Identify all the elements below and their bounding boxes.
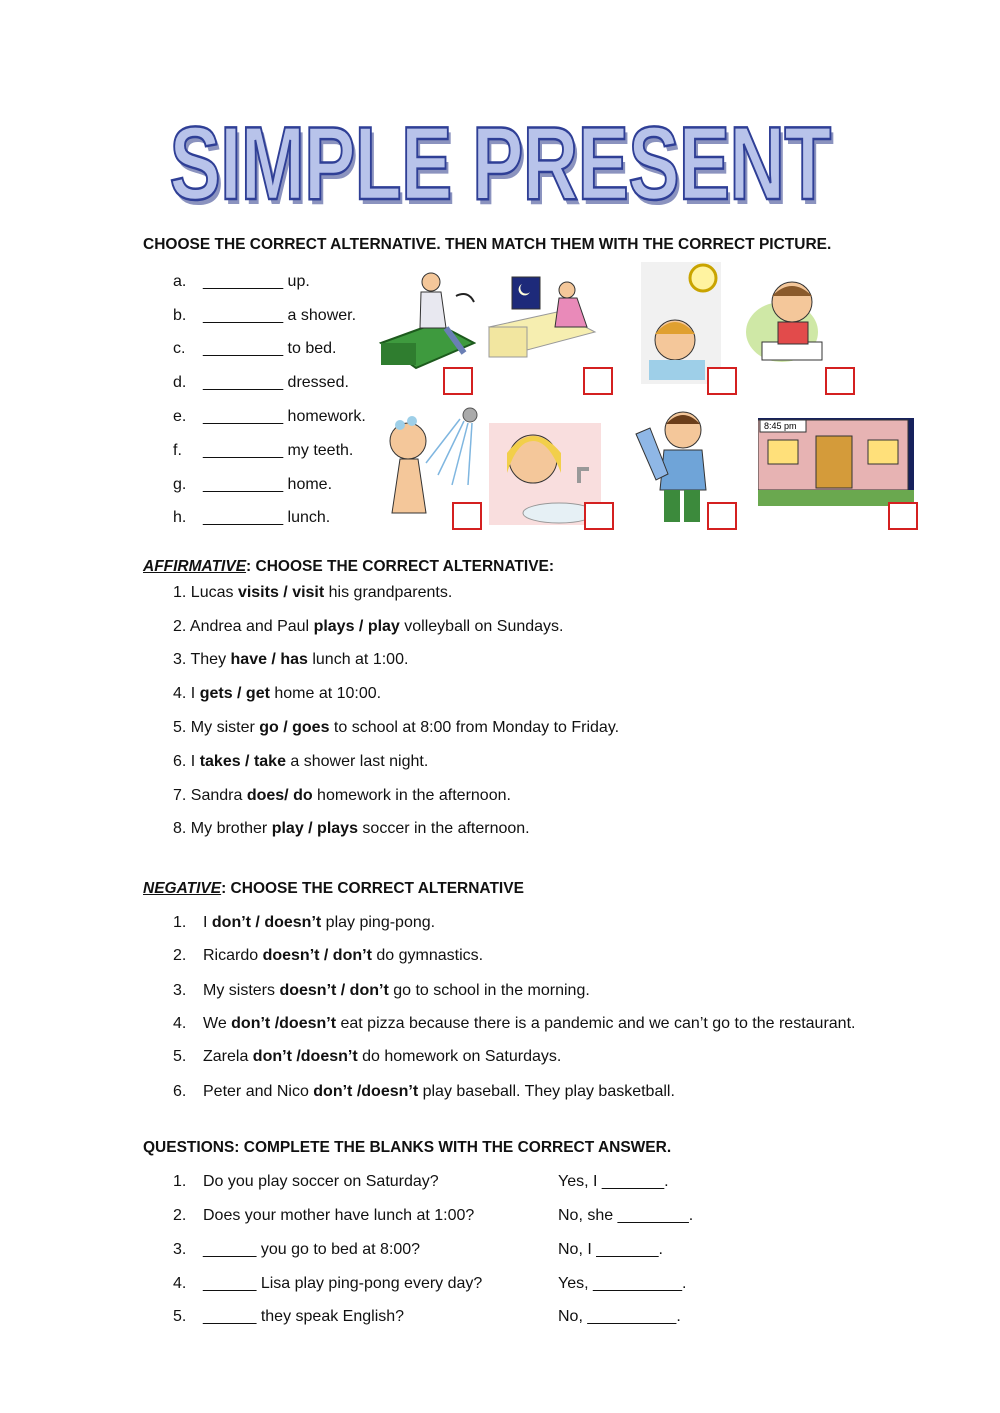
section1-heading: CHOOSE THE CORRECT ALTERNATIVE. THEN MATCH THEM WITH THE CORRECT PICTURE.	[143, 236, 832, 253]
option-choice[interactable]: play / plays	[271, 820, 358, 837]
match-checkbox-5[interactable]	[452, 502, 482, 530]
do-homework-picture	[742, 272, 837, 367]
item-number: 2.	[173, 1207, 187, 1224]
answer-blank[interactable]: _________	[203, 374, 284, 391]
item-number: 1.	[173, 1173, 187, 1190]
list-item: Peter and Nico don’t /doesn’t play baseball. They play basketball.	[203, 1083, 675, 1100]
negative-heading: NEGATIVE: CHOOSE THE CORRECT ALTERNATIVE	[143, 880, 524, 897]
list-item: 8. My brother play / plays soccer in the afternoon.	[173, 820, 530, 837]
list-item: I don’t / doesn’t play ping-pong.	[203, 914, 436, 931]
clock-time-label: 8:45 pm	[764, 421, 797, 431]
item-number: 5.	[173, 1048, 187, 1065]
item-number: 4.	[173, 1275, 187, 1292]
item-label: h.	[173, 509, 187, 526]
list-item: Zarela don’t /doesn’t do homework on Saturdays.	[203, 1048, 562, 1065]
item-number: 6.	[173, 1083, 187, 1100]
item-label: a.	[173, 273, 187, 290]
questions-heading: QUESTIONS: COMPLETE THE BLANKS WITH THE CORRECT ANSWER.	[143, 1139, 672, 1156]
item-text: up.	[287, 273, 310, 290]
list-item: 5. My sister go / goes to school at 8:00 from Monday to Friday.	[173, 719, 620, 736]
item-label: g.	[173, 476, 187, 493]
match-checkbox-8[interactable]	[888, 502, 918, 530]
item-text: lunch.	[287, 509, 331, 526]
item-text: home.	[287, 476, 333, 493]
item-text: to bed.	[287, 340, 337, 357]
match-checkbox-3[interactable]	[707, 367, 737, 395]
item-text: homework.	[287, 408, 366, 425]
item-number: 2.	[173, 947, 187, 964]
item-label: c.	[173, 340, 186, 357]
item-text: dressed.	[287, 374, 349, 391]
answer-blank[interactable]: _________	[203, 273, 284, 290]
question-text[interactable]: Do you play soccer on Saturday?	[203, 1173, 439, 1190]
list-item	[203, 340, 336, 358]
option-choice[interactable]: don’t / doesn’t	[211, 914, 322, 931]
answer-text[interactable]: Yes, __________.	[558, 1275, 687, 1292]
list-item: 7. Sandra does/ do homework in the afternoon.	[173, 787, 511, 804]
list-item	[203, 307, 356, 325]
list-item: We don’t /doesn’t eat pizza because there is a pandemic and we can’t go to the restaurant.	[203, 1015, 856, 1032]
item-number: 1.	[173, 914, 187, 931]
answer-blank[interactable]: _________	[203, 509, 284, 526]
match-checkbox-7[interactable]	[707, 502, 737, 530]
match-checkbox-4[interactable]	[825, 367, 855, 395]
match-checkbox-6[interactable]	[584, 502, 614, 530]
option-choice[interactable]: plays / play	[313, 618, 400, 635]
answer-blank[interactable]: _________	[203, 476, 284, 493]
list-item	[203, 442, 353, 460]
list-item: 6. I takes / take a shower last night.	[173, 753, 429, 770]
question-text[interactable]: ______ Lisa play ping-pong every day?	[203, 1275, 483, 1292]
option-choice[interactable]: don’t /doesn’t	[252, 1048, 358, 1065]
list-item	[203, 509, 330, 527]
option-choice[interactable]: don’t /doesn’t	[231, 1015, 337, 1032]
question-text[interactable]: Does your mother have lunch at 1:00?	[203, 1207, 475, 1224]
option-choice[interactable]: have / has	[230, 651, 308, 668]
list-item	[203, 374, 349, 392]
match-checkbox-2[interactable]	[583, 367, 613, 395]
item-number: 4.	[173, 1015, 187, 1032]
list-item: My sisters doesn’t / don’t go to school in the morning.	[203, 982, 590, 999]
get-up-picture	[376, 268, 476, 378]
answer-blank[interactable]: _________	[203, 442, 284, 459]
item-number: 3.	[173, 1241, 187, 1258]
match-checkbox-1[interactable]	[443, 367, 473, 395]
question-text[interactable]: ______ you go to bed at 8:00?	[203, 1241, 421, 1258]
answer-blank[interactable]: _________	[203, 340, 284, 357]
answer-text[interactable]: Yes, I _______.	[558, 1173, 669, 1190]
answer-blank[interactable]: _________	[203, 408, 284, 425]
item-label: d.	[173, 374, 187, 391]
option-choice[interactable]: does/ do	[246, 787, 313, 804]
answer-text[interactable]: No, __________.	[558, 1308, 681, 1325]
option-choice[interactable]: doesn’t / don’t	[279, 982, 389, 999]
list-item: 2. Andrea and Paul plays / play volleyball on Sundays.	[173, 618, 564, 635]
list-item	[203, 476, 332, 494]
list-item: 1. Lucas visits / visit his grandparents.	[173, 584, 453, 601]
option-choice[interactable]: doesn’t / don’t	[262, 947, 372, 964]
list-item: 3. They have / has lunch at 1:00.	[173, 651, 409, 668]
item-number: 3.	[173, 982, 187, 999]
item-text: a shower.	[287, 307, 357, 324]
answer-text[interactable]: No, I _______.	[558, 1241, 663, 1258]
option-choice[interactable]: takes / take	[199, 753, 286, 770]
item-label: b.	[173, 307, 187, 324]
list-item	[203, 273, 310, 291]
option-choice[interactable]: don’t /doesn’t	[313, 1083, 419, 1100]
have-lunch-picture	[641, 262, 721, 384]
go-home-picture	[758, 418, 914, 506]
item-number: 5.	[173, 1308, 187, 1325]
option-choice[interactable]: gets / get	[199, 685, 270, 702]
item-label: f.	[173, 442, 182, 459]
page-title: SIMPLE PRESENT	[169, 106, 831, 222]
affirmative-heading: AFFIRMATIVE: CHOOSE THE CORRECT ALTERNATIVE:	[143, 558, 555, 575]
option-choice[interactable]: visits / visit	[237, 584, 325, 601]
list-item: Ricardo doesn’t / don’t do gymnastics.	[203, 947, 484, 964]
answer-blank[interactable]: _________	[203, 307, 284, 324]
list-item: 4. I gets / get home at 10:00.	[173, 685, 382, 702]
list-item	[203, 408, 366, 426]
item-text: my teeth.	[287, 442, 354, 459]
option-choice[interactable]: go / goes	[259, 719, 330, 736]
answer-text[interactable]: No, she ________.	[558, 1207, 694, 1224]
go-to-bed-picture	[487, 272, 597, 372]
question-text[interactable]: ______ they speak English?	[203, 1308, 405, 1325]
item-label: e.	[173, 408, 187, 425]
